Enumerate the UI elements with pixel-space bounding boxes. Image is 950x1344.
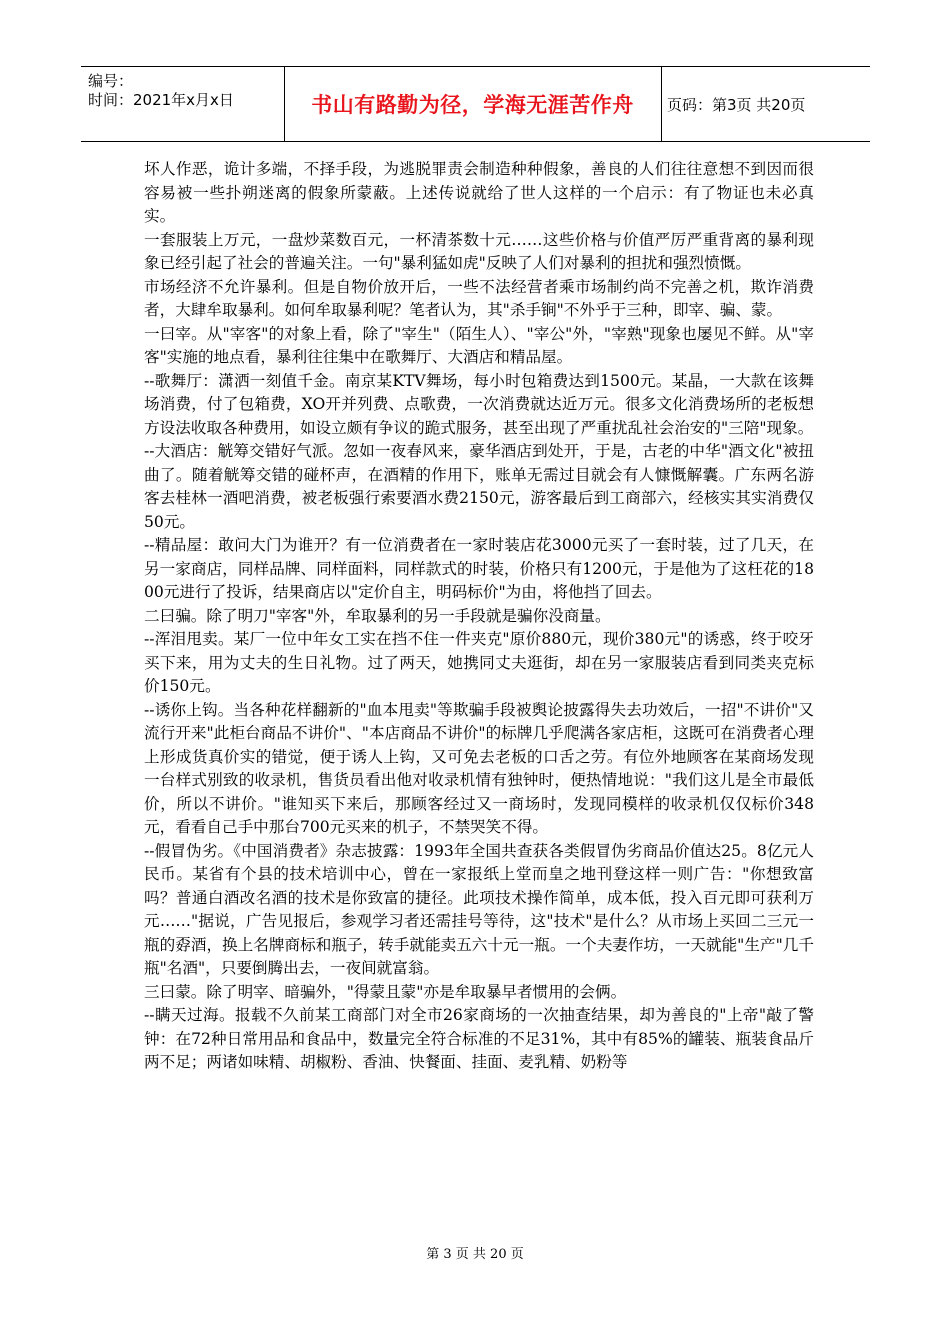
header-motto: 书山有路勤为径，学海无涯苦作舟 <box>311 93 634 117</box>
document-number-label: 编号： <box>88 72 134 90</box>
header-motto-cell <box>284 67 662 141</box>
body-paragraph: 一套服装上万元，一盘炒菜数百元，一杯清茶数十元……这些价格与价值严厉严重背离的暴利现象已经引起了社会的普遍关注。一句"暴利猛如虎"反映了人们对暴利的担扰和强烈愤慨。 <box>144 230 814 272</box>
header-page-info: 页码：第3页 共20页 <box>667 95 806 114</box>
body-paragraph: --歌舞厅：潇洒一刻值千金。南京某KTV舞场，每小时包箱费达到1500元。某晶，一大款在该舞场消费，付了包箱费，XO开并列费、点歌费，一次消费就达近万元。很多文化消费场所的老板想方设法收取各种费用，如设立颇有争议的跪式服务，甚至出现了严重扰乱社会治安的"三陪"现象。 <box>144 371 814 437</box>
body-paragraph: --瞒天过海。报载不久前某工商部门对全市26家商场的一次抽查结果，却为善良的"上帝"敲了警钟：在72种日常用品和食品中，数量完全符合标准的不足31%，其中有85%的罐装、瓶装食品斤两不足；两诸如味精、胡椒粉、香油、快餐面、挂面、麦乳精、奶粉等 <box>144 1006 814 1071</box>
body-paragraph: 三曰蒙。除了明宰、暗骗外，"得蒙且蒙"亦是牟取暴早者惯用的会俩。 <box>144 982 627 1001</box>
page-footer: 第 3 页 共 20 页 <box>426 1247 524 1262</box>
body-paragraph: --精品屋：敢问大门为谁开？有一位消费者在一家时装店花3000元买了一套时装，过了几天，在另一家商店，同样品牌、同样面料，同样款式的时装，价格只有1200元，于是他为了这枉花的1800元进行了投诉，结果商店以"定价自主，明码标价"为由，将他挡了回去。 <box>144 536 814 601</box>
body-paragraph: --大酒店：觥筹交错好气派。忽如一夜春风来，豪华酒店到处开，于是，古老的中华"酒文化"被扭曲了。随着觥筹交错的碰杯声，在酒精的作用下，账单无需过目就会有人慷慨解囊。广东两名游客去桂林一酒吧消费，被老板强行索要酒水费2150元，游客最后到工商部六，经核实其实消费仅50元。 <box>144 442 814 531</box>
page-header <box>81 66 870 142</box>
body-paragraph: --假冒伪劣。《中国消费者》杂志披露：1993年全国共查获各类假冒伪劣商品价值达25。8亿元人民币。某省有个县的技术培训中心，曾在一家报纸上堂而皇之地刊登这样一则广告："你想致富吗？普通白酒改名酒的技术是你致富的捷径。此项技术操作简单，成本低，投入百元即可获利万元……"据说，广告见报后，参观学习者还需挂号等待，这"技术"是什么？从市场上买回二三元一瓶的孬酒，换上名牌商标和瓶子，转手就能卖五六十元一瓶。一个夫妻作坊，一天就能"生产"几千瓶"名酒"，只要倒腾出去，一夜间就富翁。 <box>144 841 814 977</box>
header-page-cell <box>661 67 870 141</box>
body-paragraph: 一曰宰。从"宰客"的对象上看，除了"宰生"（陌生人）、"宰公"外，"宰熟"现象也屡见不鲜。从"宰客"实施的地点看，暴利往往集中在歌舞厅、大酒店和精品屋。 <box>144 324 814 366</box>
body-paragraph: 二曰骗。除了明刀"宰客"外，牟取暴利的另一手段就是骗你没商量。 <box>144 606 611 625</box>
body-paragraph: 市场经济不允许暴利。但是自物价放开后，一些不法经营者乘市场制约尚不完善之机，欺诈消费者，大肆牟取暴利。如何牟取暴利呢？笔者认为，其"杀手锏"不外乎于三种，即宰、骗、蒙。 <box>144 277 814 319</box>
document-body <box>144 158 814 1075</box>
document-time-label: 时间：2021年x月x日 <box>88 91 234 109</box>
header-info-cell <box>81 67 285 141</box>
body-paragraph: --诱你上钩。当各种花样翻新的"血本甩卖"等欺骗手段被舆论披露得失去功效后，一招"不讲价"又流行开来"此柜台商品不讲价"、"本店商品不讲价"的标牌几乎爬满各家店柜，这既可在消费者心理上形成货真价实的错觉，便于诱人上钩，又可免去老板的口舌之劳。有位外地顾客在某商场发现一台样式别致的收录机，售货员看出他对收录机情有独钟时，便热情地说："我们这儿是全市最低价，所以不讲价。"谁知买下来后，那顾客经过又一商场时，发现同模样的收录机仅仅标价348元，看看自己手中那台700元买来的机子，不禁哭笑不得。 <box>144 700 814 836</box>
body-paragraph: 坏人作恶，诡计多端，不择手段，为逃脱罪责会制造种种假象，善良的人们往往意想不到因而很容易被一些扑朔迷离的假象所蒙蔽。上述传说就给了世人这样的一个启示：有了物证也未必真实。 <box>144 160 814 225</box>
body-paragraph: --浑泪甩卖。某厂一位中年女工实在挡不住一件夹克"原价880元，现价380元"的诱惑，终于咬牙买下来，用为丈夫的生日礼物。过了两天，她携同丈夫逛街，却在另一家服装店看到同类夹克标价150元。 <box>144 630 814 695</box>
